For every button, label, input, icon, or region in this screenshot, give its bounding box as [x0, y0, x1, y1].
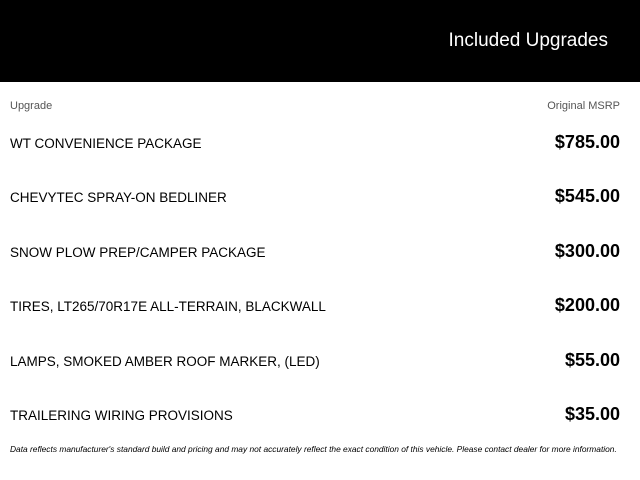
upgrade-price: $300.00: [554, 240, 620, 261]
upgrade-price: $55.00: [564, 349, 620, 370]
column-header-msrp: Original MSRP: [547, 100, 620, 112]
upgrades-list: [0, 115, 640, 441]
page-title: Included Upgrades: [448, 30, 608, 51]
upgrade-price: $200.00: [554, 295, 620, 316]
upgrade-price: $785.00: [554, 132, 620, 152]
upgrade-row: [0, 333, 640, 387]
disclaimer-text: Data reflects manufacturer's standard build and pricing and may not accurately reflect the exact condition of this vehicle. Please contact dealer for more information.: [10, 444, 617, 454]
upgrade-row: [0, 387, 640, 441]
upgrade-row: [0, 169, 640, 223]
upgrade-name: TRAILERING WIRING PROVISIONS: [10, 407, 233, 423]
upgrade-row: [0, 278, 640, 332]
upgrade-price: $545.00: [554, 186, 620, 207]
upgrade-price: $35.00: [564, 403, 620, 424]
upgrade-name: WT CONVENIENCE PACKAGE: [10, 136, 202, 151]
upgrade-row: [0, 224, 640, 278]
upgrade-row: [0, 115, 640, 169]
upgrade-name: LAMPS, SMOKED AMBER ROOF MARKER, (LED): [10, 353, 320, 369]
column-header-upgrade: Upgrade: [10, 100, 53, 112]
upgrade-name: CHEVYTEC SPRAY-ON BEDLINER: [10, 190, 227, 206]
upgrade-name: SNOW PLOW PREP/CAMPER PACKAGE: [10, 244, 266, 260]
upgrade-name: TIRES, LT265/70R17E ALL-TERRAIN, BLACKWALL: [10, 299, 326, 315]
header-bar: [0, 0, 640, 82]
